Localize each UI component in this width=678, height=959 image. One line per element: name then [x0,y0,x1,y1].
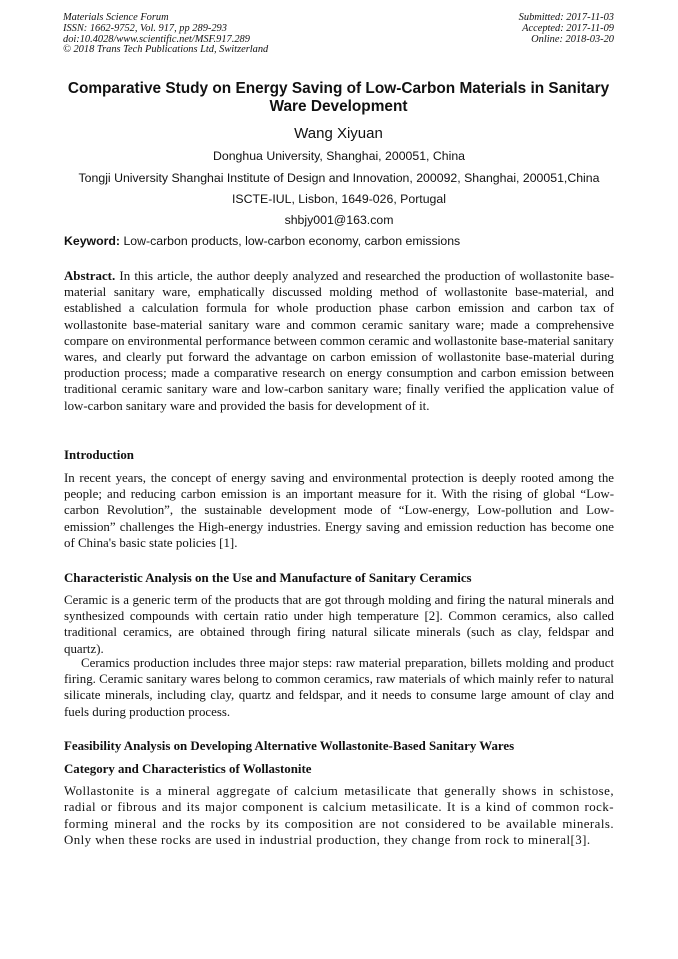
copyright-line: © 2018 Trans Tech Publications Ltd, Switzerland [63,44,269,56]
characteristic-heading: Characteristic Analysis on the Use and Manufacture of Sanitary Ceramics [64,571,472,585]
author-name: Wang Xiyuan [294,125,383,142]
journal-name: Materials Science Forum [63,12,169,23]
introduction-heading: Introduction [64,448,134,462]
introduction-paragraph: In recent years, the concept of energy saving and environmental protection is deeply rooted among the people; and reducing carbon emission is an important measure for it. With the rising of global “Low-carbon Revolution”, the sustainable development mode of “Low-energy, Low-pollution and Low-emission” challenges the High-energy industries. Energy saving and emission reduction has become one of China's basic state policies [1]. [64,471,614,550]
submitted-date: Submitted: 2017-11-03 [518,12,614,23]
affiliation-3: ISCTE-IUL, Lisbon, 1649-026, Portugal [232,192,446,206]
doi-line: doi:10.4028/www.scientific.net/MSF.917.289 [63,33,250,45]
keywords-text: Low-carbon products, low-carbon economy, carbon emissions [120,234,461,248]
keywords-label: Keyword: [64,234,121,248]
author-email: shbjy001@163.com [284,213,394,227]
affiliation-2: Tongji University Shanghai Institute of Design and Innovation, 200092, Shanghai, 200051,China [78,171,600,185]
feasibility-heading: Feasibility Analysis on Developing Alternative Wollastonite-Based Sanitary Wares [64,739,515,753]
abstract [64,268,614,414]
abstract-text: In this article, the author deeply analyzed and researched the production of wollastonite base-material sanitary ware, emphatically discussed molding method of wollastonite base-material, and established a calculation formula for whole production phase carbon emission and carbon tax of wollastonite base-material sanitary ware and common ceramic sanitary ware; made a comprehensive compare on environmental performance between common ceramic and wollastonite base-material sanitary wares, and clearly put forward the advantage on carbon emission of wollastonite base-material during production process; made a comparative research on energy consumption and carbon emission between traditional ceramic sanitary ware and low-carbon sanitary ware; finally verified the application value of low-carbon sanitary ware and provided the basis for development of it. [64,269,614,413]
paper-title: Comparative Study on Energy Saving of Low-Carbon Materials in Sanitary Ware Development [67,80,610,115]
characteristic-paragraph-2: Ceramics production includes three major steps: raw material preparation, billets molding and product firing. Ceramic sanitary wares belong to common ceramics, raw materials of which mainly refer to natural silicate minerals, including clay, quartz and feldspar, and it needs to consume large amount of clay and fuels during production process. [64,656,614,719]
issn-line: ISSN: 1662-9752, Vol. 917, pp 289-293 [63,22,227,34]
journal-info [63,13,268,56]
wollastonite-subheading: Category and Characteristics of Wollastonite [64,762,312,776]
abstract-label: Abstract. [64,269,116,283]
characteristic-paragraph-1: Ceramic is a generic term of the products that are got through molding and firing the natural minerals and synthesized compounds with certain ratio under high temperature [2]. Common ceramics, also called traditional ceramics, are obtained through firing natural silicate minerals (such as clay, feldspar and quartz). [64,593,614,656]
affiliation-1: Donghua University, Shanghai, 200051, China [212,149,466,163]
online-date: Online: 2018-03-20 [531,33,614,45]
accepted-date: Accepted: 2017-11-09 [522,22,614,34]
wollastonite-paragraph: Wollastonite is a mineral aggregate of calcium metasilicate that generally shows in schistose, radial or fibrous and its major component is calcium metasilicate. It is a kind of common rock-forming mineral and the rocks by its composition are not considered to be available minerals. Only when these rocks are used in industrial production, they change from rock to mineral[3]. [64,784,614,847]
keywords [64,234,615,249]
submission-dates [519,13,614,45]
